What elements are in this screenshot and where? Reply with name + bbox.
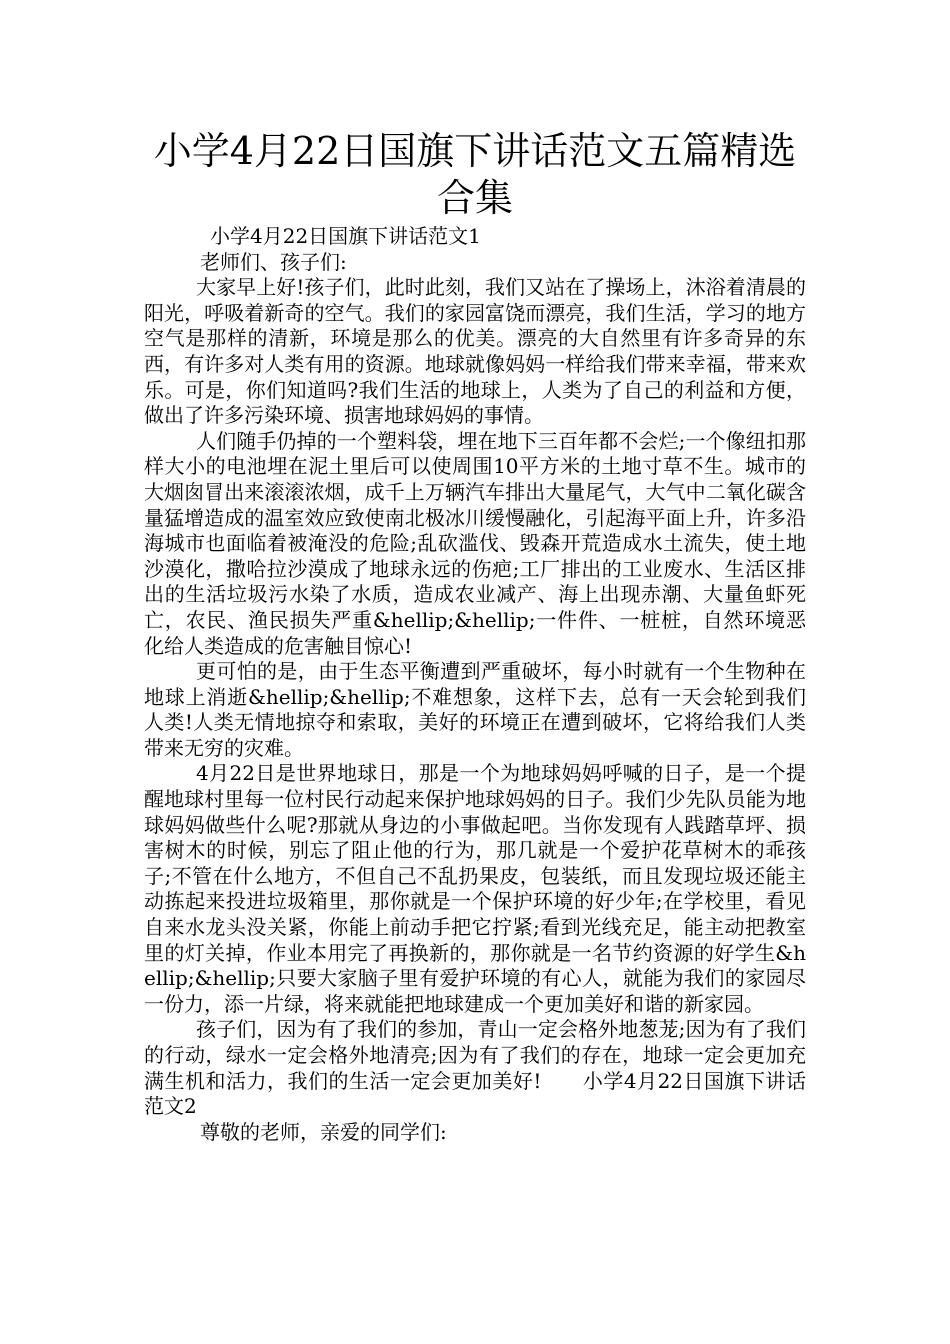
salutation-1: 老师们、孩子们: bbox=[200, 249, 347, 274]
salutation-2: 尊敬的老师，亲爱的同学们: bbox=[200, 1119, 447, 1144]
paragraph-2: 人们随手仍掉的一个塑料袋，埋在地下三百年都不会烂;一个像纽扣那样大小的电池埋在泥土里后可以使周围10平方米的土地寸草不生。城市的大烟囱冒出来滚滚浓烟，成千上万辆汽车排出大量尾气，大气中二氧化碳含量猛增造成的温室效应致使南北极冰川缓慢融化，引起海平面上升，许多沿海城市也面临着被淹没的危险;乱砍滥伐、毁森开荒造成水土流失，使土地沙漠化，撒哈拉沙漠成了地球永远的伤疤;工厂排出的工业废水、生活区排出的生活垃圾污水染了水质，造成农业减产、海上出现赤潮、大量鱼虾死亡，农民、渔民损失严重&hellip;&hellip;一件件、一桩桩，自然环境恶化给人类造成的危害触目惊心! bbox=[144, 428, 806, 658]
paragraph-5: 孩子们，因为有了我们的参加，青山一定会格外地葱茏;因为有了我们的行动，绿水一定会格外地清亮;因为有了我们的存在，地球一定会更加充满生机和活力，我们的生活一定会更加美好! 小学4月22日国旗下讲话范文2 bbox=[144, 1017, 806, 1119]
paragraph-4: 4月22日是世界地球日，那是一个为地球妈妈呼喊的日子，是一个提醒地球村里每一位村民行动起来保护地球妈妈的日子。我们少先队员能为地球妈妈做些什么呢?那就从身边的小事做起吧。当你发现有人践踏草坪、损害树木的时候，别忘了阻止他的行为，那几就是一个爱护花草树木的乖孩子;不管在什么地方，不但自己不乱扔果皮，包装纸，而且发现垃圾还能主动拣起来投进垃圾箱里，那你就是一个保护环境的好少年;在学校里，看见自来水龙头没关紧，你能上前动手把它拧紧;看到光线充足，能主动把教室里的灯关掉，作业本用完了再换新的，那你就是一名节约资源的好学生&hellip;&hellip;只要大家脑子里有爱护环境的有心人，就能为我们的家园尽一份力，添一片绿，将来就能把地球建成一个更加美好和谐的新家园。 bbox=[144, 761, 806, 1016]
document-body bbox=[144, 224, 806, 1145]
paragraph-1: 大家早上好!孩子们，此时此刻，我们又站在了操场上，沐浴着清晨的阳光，呼吸着新奇的空气。我们的家园富饶而漂亮，我们生活，学习的地方空气是那样的清新，环境是那么的优美。漂亮的大自然里有许多奇异的东西，有许多对人类有用的资源。地球就像妈妈一样给我们带来幸福，带来欢乐。可是，你们知道吗?我们生活的地球上，人类为了自己的利益和方便，做出了许多污染环境、损害地球妈妈的事情。 bbox=[144, 275, 806, 428]
paragraph-3: 更可怕的是，由于生态平衡遭到严重破坏，每小时就有一个生物种在地球上消逝&hellip;&hellip;不难想象，这样下去，总有一天会轮到我们人类!人类无情地掠夺和索取，美好的环境正在遭到破坏，它将给我们人类带来无穷的灾难。 bbox=[144, 659, 806, 760]
section-heading-1: 小学4月22日国旗下讲话范文1 bbox=[210, 224, 481, 248]
document-title: 小学4月22日国旗下讲话范文五篇精选合集 bbox=[153, 129, 797, 220]
